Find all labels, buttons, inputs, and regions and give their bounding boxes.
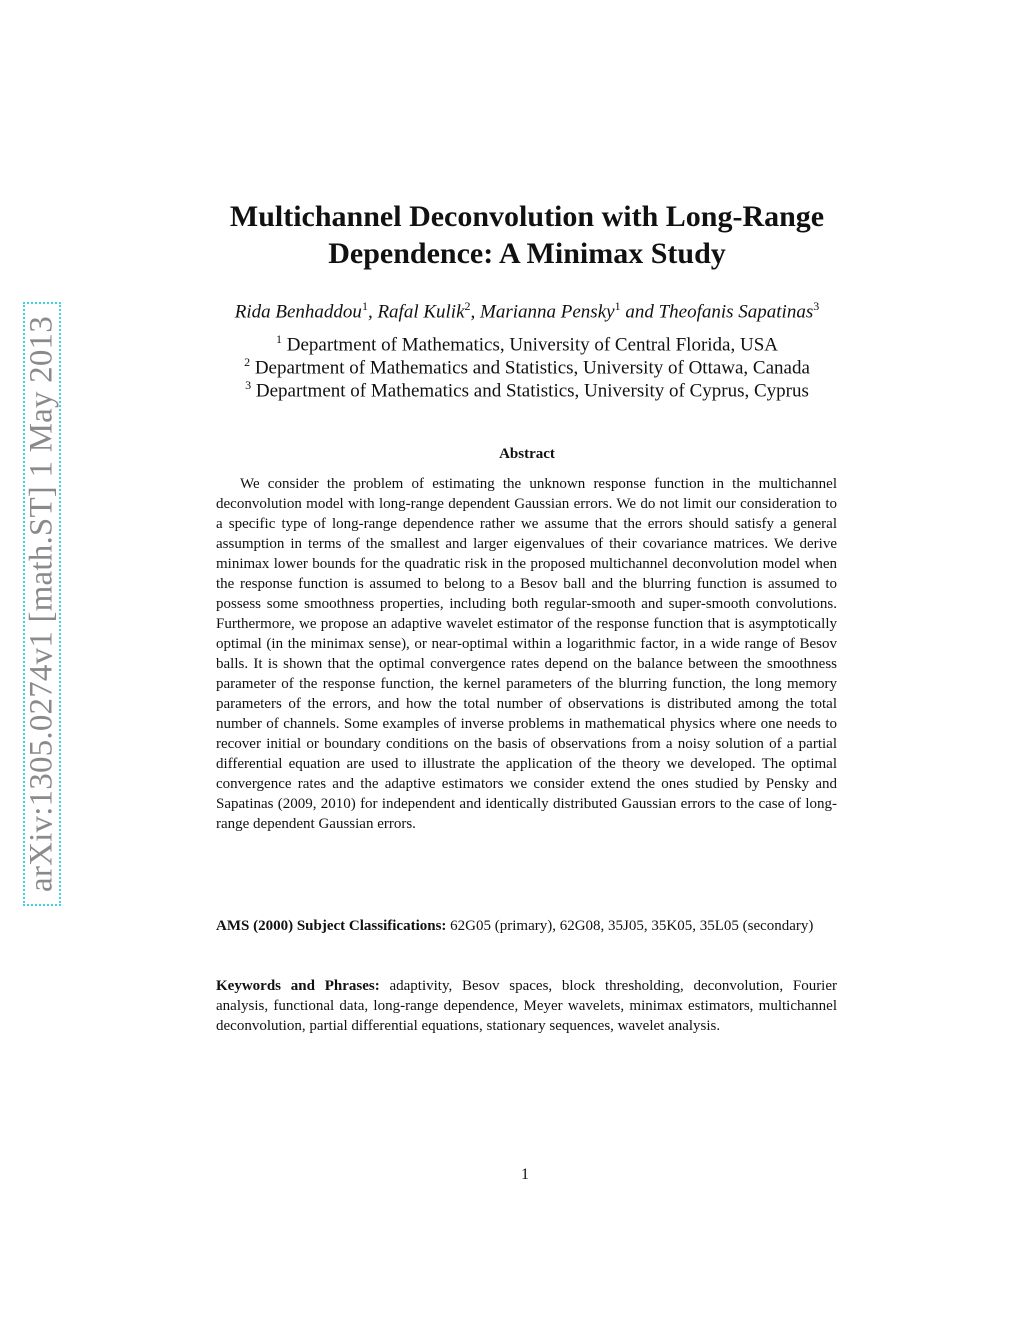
paper-title [150,198,904,272]
ams-label: AMS (2000) Subject Classifications: [216,918,447,934]
affiliation-text: Department of Mathematics and Statistics, University of Ottawa, Canada [254,357,810,379]
affiliation-text: Department of Mathematics and Statistics, University of Cyprus, Cyprus [255,380,809,402]
affiliation-sup: 2 [244,355,251,369]
ams-text: 62G05 (primary), 62G08, 35J05, 35K05, 35L05 (secondary) [450,918,814,934]
author-separator: , [367,301,378,323]
author-name: Theofanis Sapatinas [658,301,814,323]
ams-classifications [216,916,837,936]
page-number: 1 [521,1166,529,1183]
author-affil-sup: 2 [464,299,471,313]
author-name: Marianna Pensky [480,301,615,323]
author-separator: and [620,301,659,323]
abstract-heading: Abstract [499,446,555,462]
keywords [216,976,837,1036]
author-name: Rafal Kulik [377,301,465,323]
author-separator: , [470,301,481,323]
title-line-2: Dependence: A Minimax Study [328,237,726,270]
affiliation-text: Department of Mathematics, University of Central Florida, USA [286,334,778,356]
arxiv-stamp: arXiv:1305.0274v1 [math.ST] 1 May 2013 [23,316,60,892]
keywords-text: adaptivity, Besov spaces, block thresholding, deconvolution, Fourier analysis, functional data, long-range dependence, Meyer wavelets, minimax estimators, multichannel deconvolution, partial differential equations, stationary sequences, wavelet analysis. [216,978,838,1034]
abstract-text: We consider the problem of estimating the unknown response function in the multichannel deconvolution model with long-range dependent Gaussian errors. We do not limit our consideration to a specific type of long-range dependence rather we assume that the errors should satisfy a general assumption in terms of the smallest and larger eigenvalues of their covariance matrices. We derive minimax lower bounds for the quadratic risk in the proposed multichannel deconvolution model when the response function is assumed to belong to a Besov ball and the blurring function is assumed to possess some smoothness properties, including both regular-smooth and super-smooth convolutions. Furthermore, we propose an adaptive wavelet estimator of the response function that is asymptotically optimal (in the minimax sense), or near-optimal within a logarithmic factor, in a wide range of Besov balls. It is shown that the optimal convergence rates depend on the balance between the smoothness parameter of the response function, the kernel parameters of the blurring function, the long memory parameters of the errors, and how the total number of observations is distributed among the total number of channels. Some examples of inverse problems in mathematical physics where one needs to recover initial or boundary conditions on the basis of observations from a noisy solution of a partial differential equation are used to illustrate the application of the theory we developed. The optimal convergence rates and the adaptive estimators we consider extend the ones studied by Pensky and Sapatinas (2009, 2010) for independent and identically distributed Gaussian errors to the case of long-range dependent Gaussian errors. [216,476,837,832]
affiliation-sup: 1 [275,332,282,346]
author-affil-sup: 3 [813,299,820,313]
keywords-label: Keywords and Phrases: [216,978,380,994]
author-affil-sup: 1 [361,299,368,313]
author-name: Rida Benhaddou [234,301,362,323]
author-affil-sup: 1 [614,299,621,313]
author-list [130,294,924,324]
affiliation-sup: 3 [245,378,252,392]
affiliation-3 [130,374,924,402]
title-line-1: Multichannel Deconvolution with Long-Range [229,200,825,233]
